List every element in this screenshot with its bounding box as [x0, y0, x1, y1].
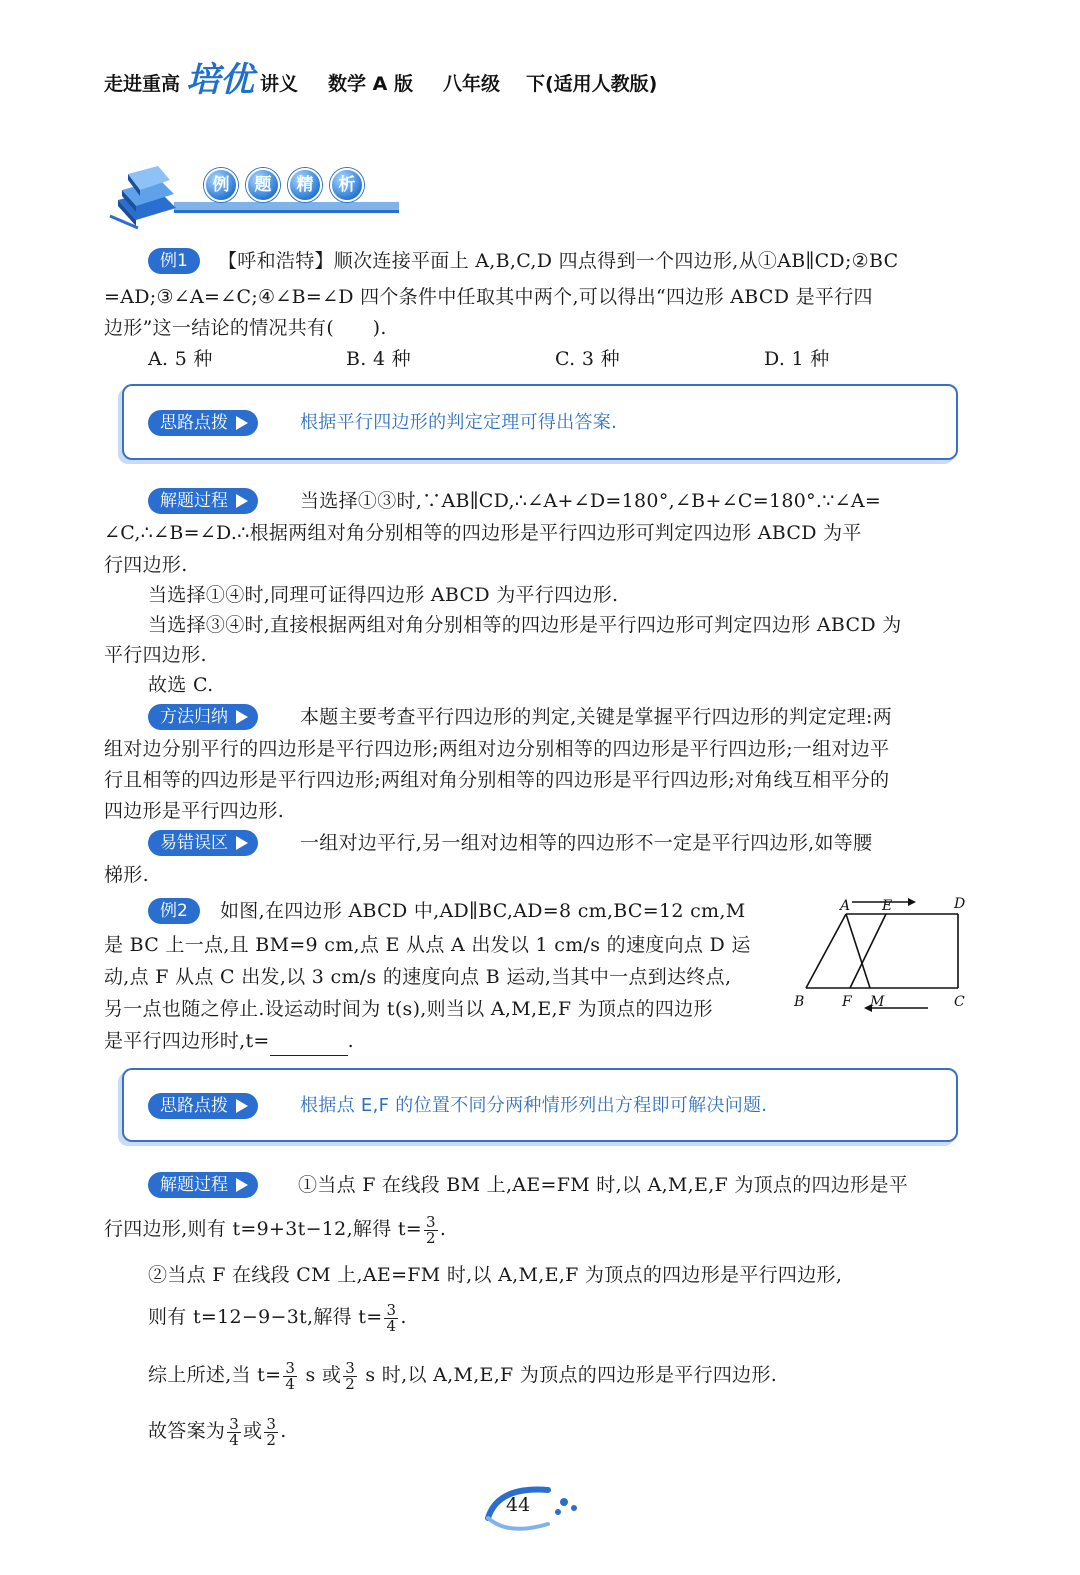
- figure-label-f: F: [842, 994, 852, 1010]
- hint-text-1: 根据平行四边形的判定定理可得出答案.: [300, 412, 618, 433]
- solution-label-1: 解题过程: [148, 488, 258, 514]
- method-line-1: 本题主要考查平行四边形的判定,关键是掌握平行四边形的判定定理:两: [300, 706, 893, 728]
- example-1-text-line-1: 【呼和浩特】顺次连接平面上 A,B,C,D 四点得到一个四边形,从①AB∥CD;②BC: [218, 250, 899, 272]
- solution-2-line-3: ②当点 F 在线段 CM 上,AE=FM 时,以 A,M,E,F 为顶点的四边形是平行四边形,: [148, 1264, 843, 1286]
- mistake-line-2: 梯形.: [104, 864, 149, 886]
- fraction-3-2: $\frac{3}{2}$: [426, 1212, 436, 1247]
- answer-line: 故答案为 $\frac{3}{4}$ 或 $\frac{3}{2}$ .: [148, 1414, 287, 1449]
- figure-label-a: A: [840, 898, 851, 914]
- example-2-label: 例2: [148, 898, 200, 924]
- fraction-3-2: $\frac{3}{2}$: [345, 1358, 356, 1393]
- fraction-3-2: $\frac{3}{2}$: [266, 1414, 277, 1449]
- example-1-text-line-3: 边形”这一结论的情况共有( ).: [104, 317, 387, 339]
- example-2-line-3: 动,点 F 从点 C 出发,以 3 cm/s 的速度向点 B 运动,当其中一点到达终点,: [104, 966, 732, 988]
- example-2-line-1: 如图,在四边形 ABCD 中,AD∥BC,AD=8 cm,BC=12 cm,M: [220, 900, 746, 922]
- solution-1-line-1: 当选择①③时,∵AB∥CD,∴∠A+∠D=180°,∠B+∠C=180°.∵∠A=: [300, 490, 882, 512]
- section-title: [104, 150, 404, 230]
- fraction-3-4: $\frac{3}{4}$: [229, 1414, 240, 1449]
- figure-label-e: E: [882, 898, 893, 914]
- page-header: [104, 59, 658, 102]
- series-name-b: 讲义: [260, 72, 299, 95]
- example-2-line-5: 是平行四边形时,t= .: [104, 1026, 354, 1056]
- example-2-line-4: 另一点也随之停止.设运动时间为 t(s),则当以 A,M,E,F 为顶点的四边形: [104, 998, 713, 1020]
- option-b: B. 4 种: [346, 348, 411, 370]
- option-c: C. 3 种: [555, 348, 620, 370]
- play-arrow-icon: [236, 416, 248, 430]
- solution-1-line-4: 当选择①④时,同理可证得四边形 ABCD 为平行四边形.: [148, 584, 619, 606]
- solution-1-line-7: 故选 C.: [148, 674, 214, 696]
- method-label: 方法归纳: [148, 704, 258, 730]
- hint-text-2: 根据点 E,F 的位置不同分两种情形列出方程即可解决问题.: [300, 1095, 768, 1116]
- quadrilateral-figure: [790, 888, 980, 1018]
- play-arrow-icon: [236, 710, 248, 724]
- solution-1-line-2: ∠C,∴∠B=∠D.∴根据两组对角分别相等的四边形是平行四边形可判定四边形 ABCD 为平: [104, 522, 862, 544]
- summary-line: 综上所述,当 t= $\frac{3}{4}$ s 或 $\frac{3}{2}$ s 时,以 A,M,E,F 为顶点的四边形是平行四边形.: [148, 1358, 778, 1393]
- title-char-3: 精: [288, 168, 322, 202]
- solution-2-line-4: 则有 t=12−9−3t,解得 t= $\frac{3}{4}$ .: [148, 1300, 407, 1335]
- figure-label-m: M: [870, 994, 885, 1010]
- solution-1-line-5: 当选择③④时,直接根据两组对角分别相等的四边形是平行四边形可判定四边形 ABCD 为: [148, 614, 902, 636]
- example-2-line-2: 是 BC 上一点,且 BM=9 cm,点 E 从点 A 出发以 1 cm/s 的速度向点 D 运: [104, 934, 751, 956]
- title-char-4: 析: [330, 168, 364, 202]
- option-a: A. 5 种: [148, 348, 213, 370]
- series-name-a: 走进重高: [104, 72, 181, 95]
- grade-label: 八年级: [442, 72, 500, 95]
- solution-2-line-2: 行四边形,则有 t=9+3t−12,解得 t= $\frac{3}{2}$ .: [104, 1212, 447, 1247]
- figure-label-c: C: [954, 994, 965, 1010]
- method-line-2: 组对边分别平行的四边形是平行四边形;两组对边分别相等的四边形是平行四边形;一组对边平: [104, 738, 890, 760]
- play-arrow-icon: [236, 1099, 248, 1113]
- edition-label: 下(适用人教版): [525, 72, 658, 95]
- mistake-label: 易错误区: [148, 830, 258, 856]
- hint-label-1: 思路点拨: [148, 410, 258, 436]
- page-number: 44: [506, 1494, 531, 1516]
- figure-label-b: B: [794, 994, 805, 1010]
- solution-2-line-1: ①当点 F 在线段 BM 上,AE=FM 时,以 A,M,E,F 为顶点的四边形是平: [298, 1174, 909, 1196]
- series-logo: 培优: [186, 59, 255, 100]
- subject-label: 数学 A 版: [328, 72, 413, 95]
- snowflake-icon: [555, 1498, 577, 1515]
- method-line-4: 四边形是平行四边形.: [104, 800, 285, 822]
- figure-label-d: D: [954, 896, 966, 912]
- title-char-1: 例: [204, 168, 238, 202]
- fraction-3-4: $\frac{3}{4}$: [285, 1358, 296, 1393]
- solution-label-2: 解题过程: [148, 1172, 258, 1198]
- example-1-text-line-2: =AD;③∠A=∠C;④∠B=∠D 四个条件中任取其中两个,可以得出“四边形 ABCD 是平行四: [104, 286, 873, 308]
- solution-1-line-3: 行四边形.: [104, 554, 188, 576]
- page-number-ornament: [478, 1478, 588, 1540]
- play-arrow-icon: [236, 494, 248, 508]
- mistake-line-1: 一组对边平行,另一组对边相等的四边形不一定是平行四边形,如等腰: [300, 832, 873, 854]
- play-arrow-icon: [236, 1178, 248, 1192]
- hint-label-2: 思路点拨: [148, 1093, 258, 1119]
- example-1-label: 例1: [148, 248, 200, 274]
- fraction-3-4: $\frac{3}{4}$: [386, 1300, 397, 1335]
- method-line-3: 行且相等的四边形是平行四边形;两组对角分别相等的四边形是平行四边形;对角线互相平分的: [104, 769, 890, 791]
- option-d: D. 1 种: [764, 348, 830, 370]
- title-char-2: 题: [246, 168, 280, 202]
- play-arrow-icon: [236, 836, 248, 850]
- answer-blank: [270, 1037, 348, 1056]
- solution-1-line-6: 平行四边形.: [104, 644, 207, 666]
